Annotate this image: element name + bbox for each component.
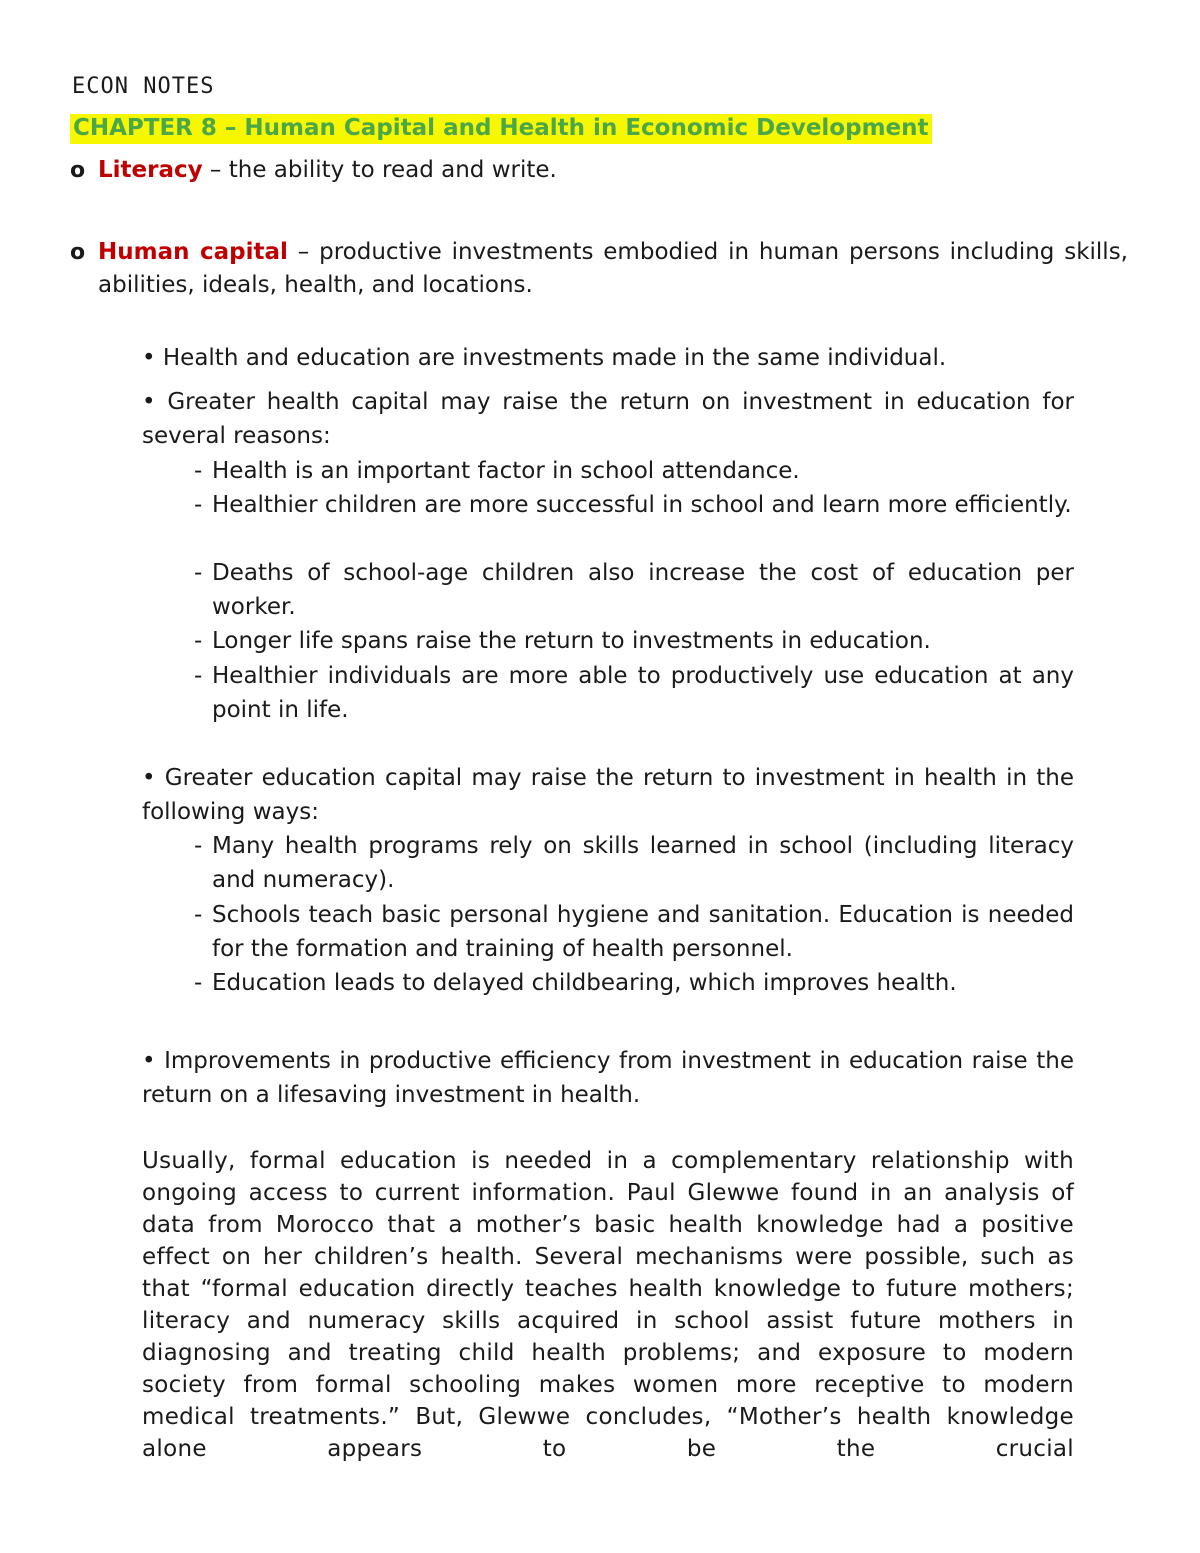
circle-bullet-icon: o (70, 158, 86, 183)
sub-item-text: Many health programs rely on skills learned in school (including literacy and numeracy). (212, 833, 1074, 893)
sub-list-item (194, 454, 1074, 488)
sub-item-text: Health is an important factor in school attendance. (212, 458, 800, 484)
sub-list-item (194, 624, 1074, 658)
sub-list-item (194, 556, 1074, 624)
dash-bullet-icon: - (194, 458, 203, 484)
body-paragraph: Usually, formal education is needed in a complementary relationship with ongoing access to current information. Paul Glewwe found in an analysis of data from Morocco that a mother’s basic health knowledge had a positive effect on her children’s health. Several mechanisms were possible, such as that “formal education directly teaches health knowledge to future mothers; literacy and numeracy skills acquired in school assist future mothers in diagnosing and treating child health problems; and exposure to modern society from formal schooling makes women more receptive to modern medical treatments.” But, Glewwe concludes, “Mother’s health knowledge alone appears to be the crucial (142, 1148, 1074, 1462)
dash-bullet-icon: - (194, 833, 203, 859)
sub-item-text: Schools teach basic personal hygiene and sanitation. Education is needed for the formation and training of health personnel. (212, 902, 1074, 962)
definition-human-capital (70, 236, 1130, 302)
sub-item-text: Longer life spans raise the return to investments in education. (212, 628, 931, 654)
definition-term: Literacy (98, 157, 203, 183)
chapter-title-highlighted: CHAPTER 8 – Human Capital and Health in Economic Development (70, 114, 932, 144)
definition-literacy (70, 154, 1130, 187)
dash-bullet-icon: - (194, 970, 203, 996)
bullet-point: • Improvements in productive efficiency from investment in education raise the return on a lifesaving investment in health. (142, 1048, 1074, 1108)
dash-bullet-icon: - (194, 492, 203, 518)
bullet-point: • Health and education are investments made in the same individual. (142, 345, 947, 371)
sub-list-item (194, 829, 1074, 897)
dash-bullet-icon: - (194, 902, 203, 928)
dash-bullet-icon: - (194, 628, 203, 654)
bullet-point: • Greater health capital may raise the return on investment in education for several reasons: (142, 389, 1074, 449)
sub-list-item (194, 659, 1074, 727)
dash-bullet-icon: - (194, 663, 203, 689)
sub-list-item (194, 966, 1074, 1000)
definition-text (98, 236, 1128, 302)
bullet-point: • Greater education capital may raise the return to investment in health in the following ways: (142, 765, 1074, 825)
sub-item-text: Education leads to delayed childbearing, which improves health. (212, 970, 957, 996)
definition-term: Human capital (98, 239, 288, 265)
sub-list-item (194, 898, 1074, 966)
sub-item-text: Healthier children are more successful in school and learn more efficiently. (212, 492, 1072, 518)
definition-text (98, 154, 1128, 187)
dash-bullet-icon: - (194, 560, 203, 586)
sub-item-text: Healthier individuals are more able to productively use education at any point in life. (212, 663, 1074, 723)
document-header-label: ECON NOTES (72, 74, 215, 99)
definition-body: – productive investments embodied in human persons including skills, abilities, ideals, health, and locations. (98, 239, 1128, 298)
sub-item-text: Deaths of school-age children also increase the cost of education per worker. (212, 560, 1074, 620)
sub-list-item (194, 488, 1074, 556)
circle-bullet-icon: o (70, 240, 86, 265)
definition-body: – the ability to read and write. (202, 157, 557, 183)
